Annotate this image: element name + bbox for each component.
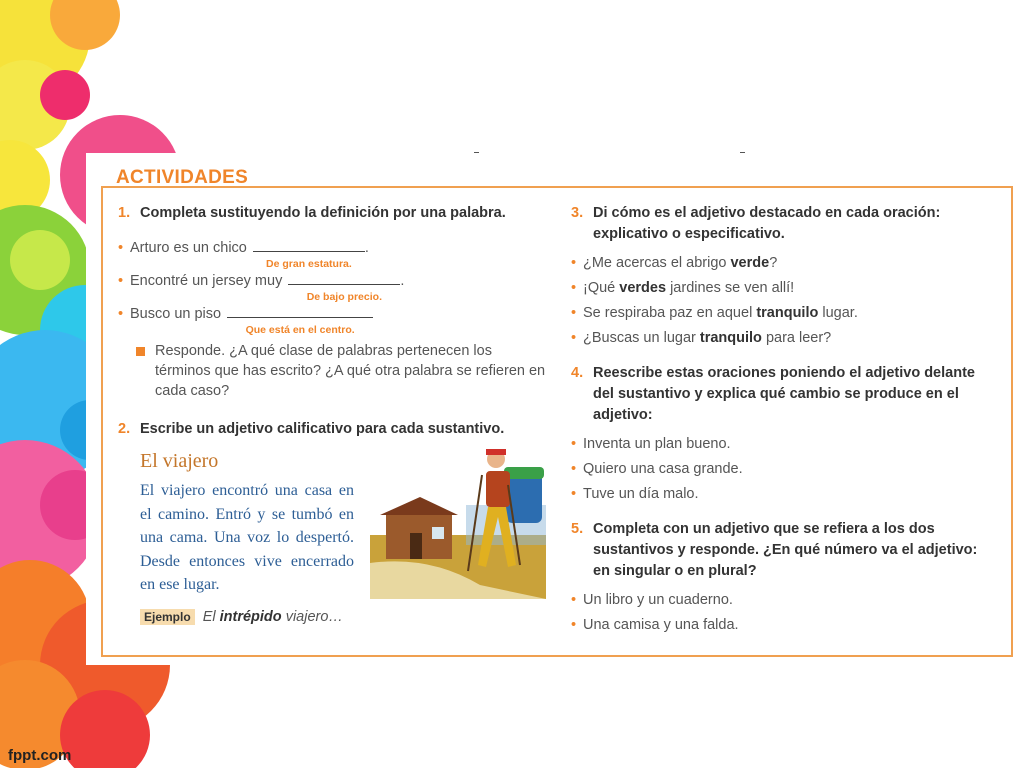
traveler-illustration [370,445,546,599]
question-2-text: Escribe un adjetivo calificativo para cada sustantivo. [140,421,505,437]
bullet-icon: • [571,255,577,271]
answer-blank[interactable]: De bajo precio. [288,270,400,285]
question-3-items [571,251,991,351]
question-4-items [571,432,991,507]
activities-heading: ACTIVIDADES [116,167,249,188]
question-2: 2. Escribe un adjetivo calificativo para cada sustantivo. [118,419,548,440]
respond-text: Responde. ¿A qué clase de palabras pertenecen los términos que has escrito? ¿A qué otra palabra se refieren en cada caso? [155,343,546,399]
list-item: • Un libro y un cuaderno. [571,588,991,613]
example-line [140,609,548,625]
list-item: • Se respiraba paz en aquel tranquilo lugar. [571,301,991,326]
list-item: • Quiero una casa grande. [571,457,991,482]
question-5: 5. Completa con un adjetivo que se refiera a los dos sustantivos y responde. ¿En qué número va el adjetivo: en singular o en plural? [571,519,991,582]
list-item: • Arturo es un chico De gran estatura. . [118,232,548,265]
story-text: El viajero encontró una casa en el camino. Entró y se tumbó en una cama. Una voz lo despertó. Desde entonces vive encerrado en ese lugar. [140,482,354,593]
list-item: • Una camisa y una falda. [571,613,991,638]
question-4-text: Reescribe estas oraciones poniendo el adjetivo delante del sustantivo y explica qué cambio se produce en el adjetivo: [593,365,975,423]
example-text: El intrépido viajero… [202,609,343,625]
question-1-items [118,232,548,336]
question-5-text: Completa con un adjetivo que se refiera a los dos sustantivos y responde. ¿En qué número va el adjetivo: en singular o en plural? [593,521,978,579]
question-1-text: Completa sustituyendo la definición por una palabra. [140,205,506,221]
bullet-icon: • [118,240,124,256]
activities-slide [86,153,1016,665]
list-item: • Tuve un día malo. [571,482,991,507]
example-tag: Ejemplo [140,609,195,625]
bullet-icon: • [571,330,577,346]
right-column [571,203,991,638]
question-3-text: Di cómo es el adjetivo destacado en cada oración: explicativo o especificativo. [593,205,941,242]
story-row [140,479,548,599]
question-4: 4. Reescribe estas oraciones poniendo el adjetivo delante del sustantivo y explica qué cambio se produce en el adjetivo: [571,363,991,426]
list-item: • Inventa un plan bueno. [571,432,991,457]
story-title: El viajero [140,450,219,472]
brand-watermark: fppt.com [8,747,72,764]
list-item: • ¿Me acercas el abrigo verde? [571,251,991,276]
respond-block [118,341,548,401]
left-column [118,203,548,625]
bullet-icon: • [571,436,577,452]
bullet-icon: • [571,280,577,296]
question-5-items [571,588,991,638]
bullet-icon: • [571,486,577,502]
bullet-icon: • [571,461,577,477]
answer-blank[interactable]: Que está en el centro. [227,303,373,318]
list-item: • ¡Qué verdes jardines se ven allí! [571,276,991,301]
question-3: 3. Di cómo es el adjetivo destacado en cada oración: explicativo o especificativo. [571,203,991,245]
list-item: • Encontré un jersey muy De bajo precio. . [118,265,548,298]
list-item: • ¿Buscas un lugar tranquilo para leer? [571,326,991,351]
bullet-icon: • [571,305,577,321]
answer-blank[interactable]: De gran estatura. [253,237,365,252]
square-bullet-icon [136,347,145,356]
bullet-icon: • [571,592,577,608]
bullet-icon: • [118,273,124,289]
question-1: 1. Completa sustituyendo la definición por una palabra. [118,203,548,224]
bullet-icon: • [118,306,124,322]
bullet-icon: • [571,617,577,633]
list-item: • Busco un piso Que está en el centro. [118,298,548,331]
